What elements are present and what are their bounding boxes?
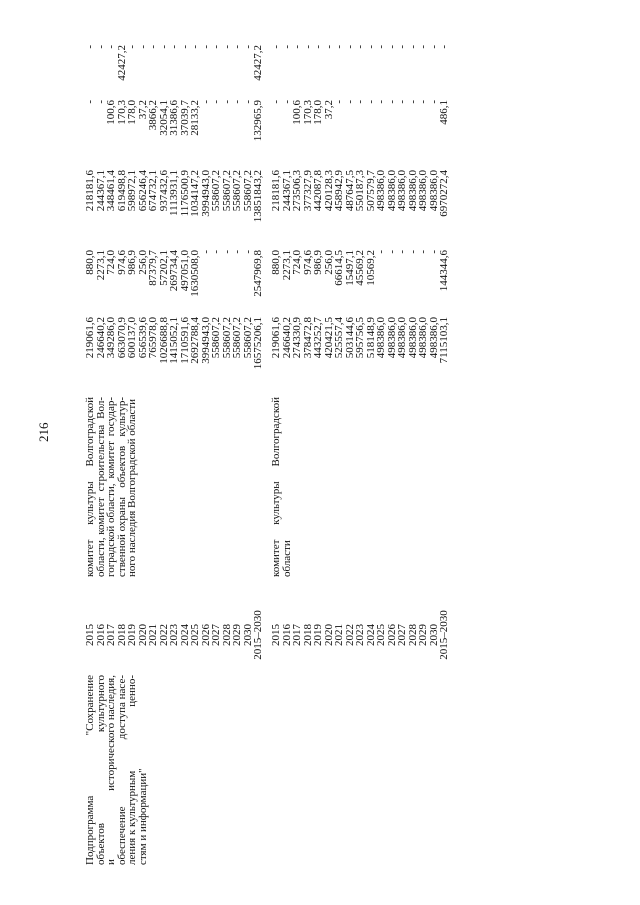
table-cell: - [168,45,180,49]
year-column [85,600,264,670]
text-word: комитет [270,539,282,577]
table-cell: 558607,2 [241,317,254,359]
table-cell: - [147,45,159,49]
table-cell: 2015–2030 [438,610,450,660]
table-cell: 2030 [427,624,440,646]
table-cell: - [406,100,419,104]
table-cell: 724,0 [291,250,303,275]
table-cell: 218181,6 [270,170,282,212]
table-cell: 2029 [231,624,243,646]
table-cell: 2028 [220,624,233,646]
table-cell: 986,9 [126,250,138,275]
text-word: Волгоградской [270,397,282,467]
table-cell: - [427,250,440,254]
table-cell: - [385,250,398,254]
table-cell: 443252,7 [312,317,324,359]
table-cell: 2028 [406,624,419,646]
table-cell: - [157,45,170,49]
table-cell: 2023 [168,624,180,646]
table-cell: 273506,3 [291,170,303,212]
table-cell: 246640,2 [94,317,107,359]
table-cell: 558607,2 [241,170,254,212]
text-line [85,397,96,577]
table-cell: 550187,3 [354,170,366,212]
table-cell: 498386,0 [417,317,429,359]
table-cell: 656246,4 [136,170,149,212]
table-cell: 765978,0 [147,317,159,359]
table-cell: 246640,2 [280,317,293,359]
text-word: области, комитет [94,497,107,577]
text-word: государ- [105,397,117,437]
text-word: гоградской области, [105,483,117,577]
table-cell: - [333,100,345,104]
table-cell: 2024 [178,624,191,646]
text-word: объектов [94,823,107,865]
table-cell: - [220,45,233,49]
table-cell: - [231,250,243,254]
table-cell: 2015 [84,624,96,646]
table-cell: 3994943,0 [199,170,212,217]
text-line [138,675,149,865]
table-cell: - [438,45,450,49]
table-cell: 595756,5 [354,317,366,359]
table-cell: 244367,1 [280,170,293,212]
table-cell: 377327,9 [301,170,314,212]
table-cell: - [231,45,243,49]
table-cell: 558607,2 [210,170,222,212]
table-cell: 503144,6 [343,317,356,359]
table-cell: - [417,250,429,254]
total-column [85,317,264,397]
local-budget-column [271,100,450,160]
table-cell: - [270,100,282,104]
local-budget-column [85,100,264,160]
table-cell: - [280,45,293,49]
table-cell: 16575206,1 [252,317,264,370]
table-cell: 558607,2 [220,170,233,212]
table-cell: 498386,0 [375,170,387,212]
table-cell: 2692788,4 [189,317,201,364]
table-cell: 10569,2 [364,250,377,286]
table-cell: 498386,0 [375,317,387,359]
text-word: строительства [94,424,107,492]
text-word: культур- [115,397,128,437]
table-cell: - [126,45,138,49]
table-cell: 600137,0 [126,317,138,359]
text-word: Волгоградской [84,397,96,467]
table-cell: 2016 [94,624,107,646]
table-cell: 15497,1 [343,250,356,286]
table-cell: 37039,7 [178,100,191,136]
table-cell: 1415052,1 [168,317,180,364]
table-cell: 42427,2 [115,45,128,81]
table-cell: 2024 [364,624,377,646]
table-cell: 2015–2030 [252,610,264,660]
table-cell: 13851843,2 [252,170,264,223]
table-cell: - [354,100,366,104]
federal-budget-column [271,250,450,310]
table-cell: 1113931,1 [168,170,180,216]
table-cell: 6970272,4 [438,170,450,217]
table-cell: 3994943,0 [199,317,212,364]
table-cell: 498386,0 [427,170,440,212]
table-cell: 2022 [157,624,170,646]
text-word: "Сохранение [84,675,96,736]
table-cell: 2022 [343,624,356,646]
table-cell: - [199,100,212,104]
table-cell: - [199,250,212,254]
table-cell: 2026 [385,624,398,646]
page-number: 216 [36,422,51,442]
table-cell: 880,0 [84,250,96,275]
table-cell: 178,0 [126,100,138,125]
table-cell: - [406,250,419,254]
table-cell: 2273,1 [94,250,107,281]
table-cell: 1034147,2 [189,170,201,217]
table-cell: 558607,2 [210,317,222,359]
table-cell: 487647,5 [343,170,356,212]
table-cell: - [406,45,419,49]
table-cell: 100,6 [105,100,117,125]
table-cell: 598972,1 [126,170,138,212]
table-cell: - [94,100,107,104]
table-cell: 558607,2 [231,317,243,359]
table-cell: - [375,100,387,104]
table-cell: 663070,9 [115,317,128,359]
table-cell: 219061,6 [270,317,282,359]
federal-budget-column [85,250,264,310]
table-cell: 498386,0 [396,317,408,359]
table-cell: - [241,45,254,49]
year-column [271,600,450,670]
table-cell: - [322,45,335,49]
table-cell: 87379,7 [147,250,159,286]
table-cell: 31386,6 [168,100,180,136]
table-cell: 420128,3 [322,170,335,212]
table-cell: - [417,45,429,49]
table-cell: 274330,9 [291,317,303,359]
text-word: объектов [115,445,128,488]
table-cell: - [199,45,212,49]
table-cell: 348461,4 [105,170,117,212]
table-cell: 2018 [115,624,128,646]
table-cell: 498386,0 [406,170,419,212]
text-line [127,397,138,577]
text-word: культуры [270,481,282,525]
table-cell: 986,9 [312,250,324,275]
table-cell: - [364,100,377,104]
text-word: обеспечение [115,806,128,865]
table-cell: 2020 [136,624,149,646]
executor-column [271,397,292,577]
table-cell: - [291,45,303,49]
table-cell: 2027 [396,624,408,646]
table-cell: - [105,45,117,49]
text-word: комитет [84,539,96,577]
table-cell: 2029 [417,624,429,646]
table-cell: 619498,8 [115,170,128,212]
table-cell: - [178,45,191,49]
table-cell: - [136,45,149,49]
executor-column [85,397,138,577]
table-cell: 558607,2 [231,170,243,212]
table-cell: 2030 [241,624,254,646]
text-word: ного наследия Волгоградской области [126,398,138,577]
table-cell: - [427,45,440,49]
text-line [106,675,117,865]
table-cell: 2017 [105,624,117,646]
table-cell: 256,0 [136,250,149,275]
table-cell: - [231,100,243,104]
table-cell: 42427,2 [252,45,264,81]
table-cell: 442087,8 [312,170,324,212]
table-cell: 2021 [333,624,345,646]
table-cell: - [396,100,408,104]
table-cell: 974,6 [115,250,128,275]
table-cell: 2019 [126,624,138,646]
table-cell: 3866,2 [147,100,159,131]
table-cell: 218181,6 [84,170,96,212]
table-cell: 2025 [189,624,201,646]
table-cell: - [210,100,222,104]
table-cell: - [301,45,314,49]
text-line [282,397,293,577]
table-cell: 498386,0 [385,317,398,359]
text-word: ления к культурным [126,770,138,865]
regional-budget-column [85,170,264,240]
table-cell: 1710591,6 [178,317,191,364]
table-cell: 37,2 [322,100,335,120]
table-cell: 518148,9 [364,317,377,359]
table-cell: - [385,45,398,49]
table-cell: 486,1 [438,100,450,125]
table-cell: 525557,4 [333,317,345,359]
table-cell: - [84,45,96,49]
text-word: доступа насе- [115,675,128,740]
table-cell: 2025 [375,624,387,646]
table-cell: 256,0 [322,250,335,275]
rotated-table [84,25,450,865]
table-cell: 378472,8 [301,317,314,359]
table-cell: - [385,100,398,104]
table-cell: 974,6 [301,250,314,275]
table-cell: 880,0 [270,250,282,275]
table-cell: 219061,6 [84,317,96,359]
extrabudget-column [271,45,450,90]
text-word: культуры [84,481,96,525]
table-cell: - [280,100,293,104]
total-column [271,317,450,397]
table-cell: 1176500,9 [178,170,191,217]
table-cell: - [189,45,201,49]
table-cell: 507579,7 [364,170,377,212]
text-word: ственной охраны [115,497,128,577]
table-cell: 269734,4 [168,250,180,292]
text-word: области [280,540,293,577]
table-cell: - [312,45,324,49]
table-cell: 100,6 [291,100,303,125]
table-cell: 674732,1 [147,170,159,212]
table-cell: 2021 [147,624,159,646]
text-word: Подпрограмма [84,795,96,865]
table-cell: - [210,250,222,254]
table-cell: 2023 [354,624,366,646]
table-cell: - [375,250,387,254]
text-word: комитет [105,441,117,479]
table-cell: - [210,45,222,49]
table-cell: 57202,1 [157,250,170,286]
extrabudget-column [85,45,264,90]
table-cell: - [396,45,408,49]
table-cell: 2018 [301,624,314,646]
table-cell: 244367,1 [94,170,107,212]
table-cell: 656539,6 [136,317,149,359]
table-cell: 2026 [199,624,212,646]
table-cell: - [333,45,345,49]
table-cell: 458942,9 [333,170,345,212]
table-cell: 178,0 [312,100,324,125]
table-cell: 2273,1 [280,250,293,281]
table-cell: 497051,0 [178,250,191,292]
table-cell: 1026688,8 [157,317,170,364]
table-cell: 132965,9 [252,100,264,142]
table-cell: 2547969,8 [252,250,264,297]
table-cell: 1630508,0 [189,250,201,297]
table-cell: 170,3 [301,100,314,125]
table-cell: 7115103,1 [438,317,450,364]
table-cell: 37,2 [136,100,149,120]
table-cell: - [364,45,377,49]
table-cell: 45569,2 [354,250,366,286]
table-cell: 498386,0 [396,170,408,212]
text-word: ценно- [126,675,138,707]
table-cell: 498386,0 [417,170,429,212]
table-cell: - [375,45,387,49]
table-cell: 2020 [322,624,335,646]
table-cell: - [241,250,254,254]
table-cell: - [427,100,440,104]
table-cell: 558607,2 [220,317,233,359]
table-cell: - [220,250,233,254]
table-cell: 66614,5 [333,250,345,286]
text-word: исторического наследия, [105,675,117,791]
table-cell: 32054,1 [157,100,170,136]
table-cell: 170,3 [115,100,128,125]
table-cell: - [343,100,356,104]
table-cell: - [220,100,233,104]
text-word: стям и информации" [136,768,149,865]
table-cell: 420421,5 [322,317,335,359]
text-word: и [105,859,117,865]
text-line [85,675,96,865]
table-cell: 498386,0 [427,317,440,359]
text-word: Вол- [94,397,107,419]
table-cell: - [270,45,282,49]
table-cell: - [343,45,356,49]
table-cell: 144344,6 [438,250,450,292]
table-cell: - [354,45,366,49]
table-cell: 498386,0 [385,170,398,212]
table-cell: 2016 [280,624,293,646]
table-cell: 28133,2 [189,100,201,136]
table-cell: - [417,100,429,104]
table-cell: - [94,45,107,49]
table-cell: 2017 [291,624,303,646]
table-cell: 2027 [210,624,222,646]
table-cell: 2019 [312,624,324,646]
text-word: культурного [94,675,107,733]
text-line [106,397,117,577]
program-description [85,675,148,865]
table-cell: - [84,100,96,104]
table-cell: 498386,0 [406,317,419,359]
table-cell: 349286,0 [105,317,117,359]
table-cell: 724,0 [105,250,117,275]
table-cell: 937432,6 [157,170,170,212]
regional-budget-column [271,170,450,240]
table-cell: - [241,100,254,104]
table-cell: - [396,250,408,254]
table-cell: 2015 [270,624,282,646]
